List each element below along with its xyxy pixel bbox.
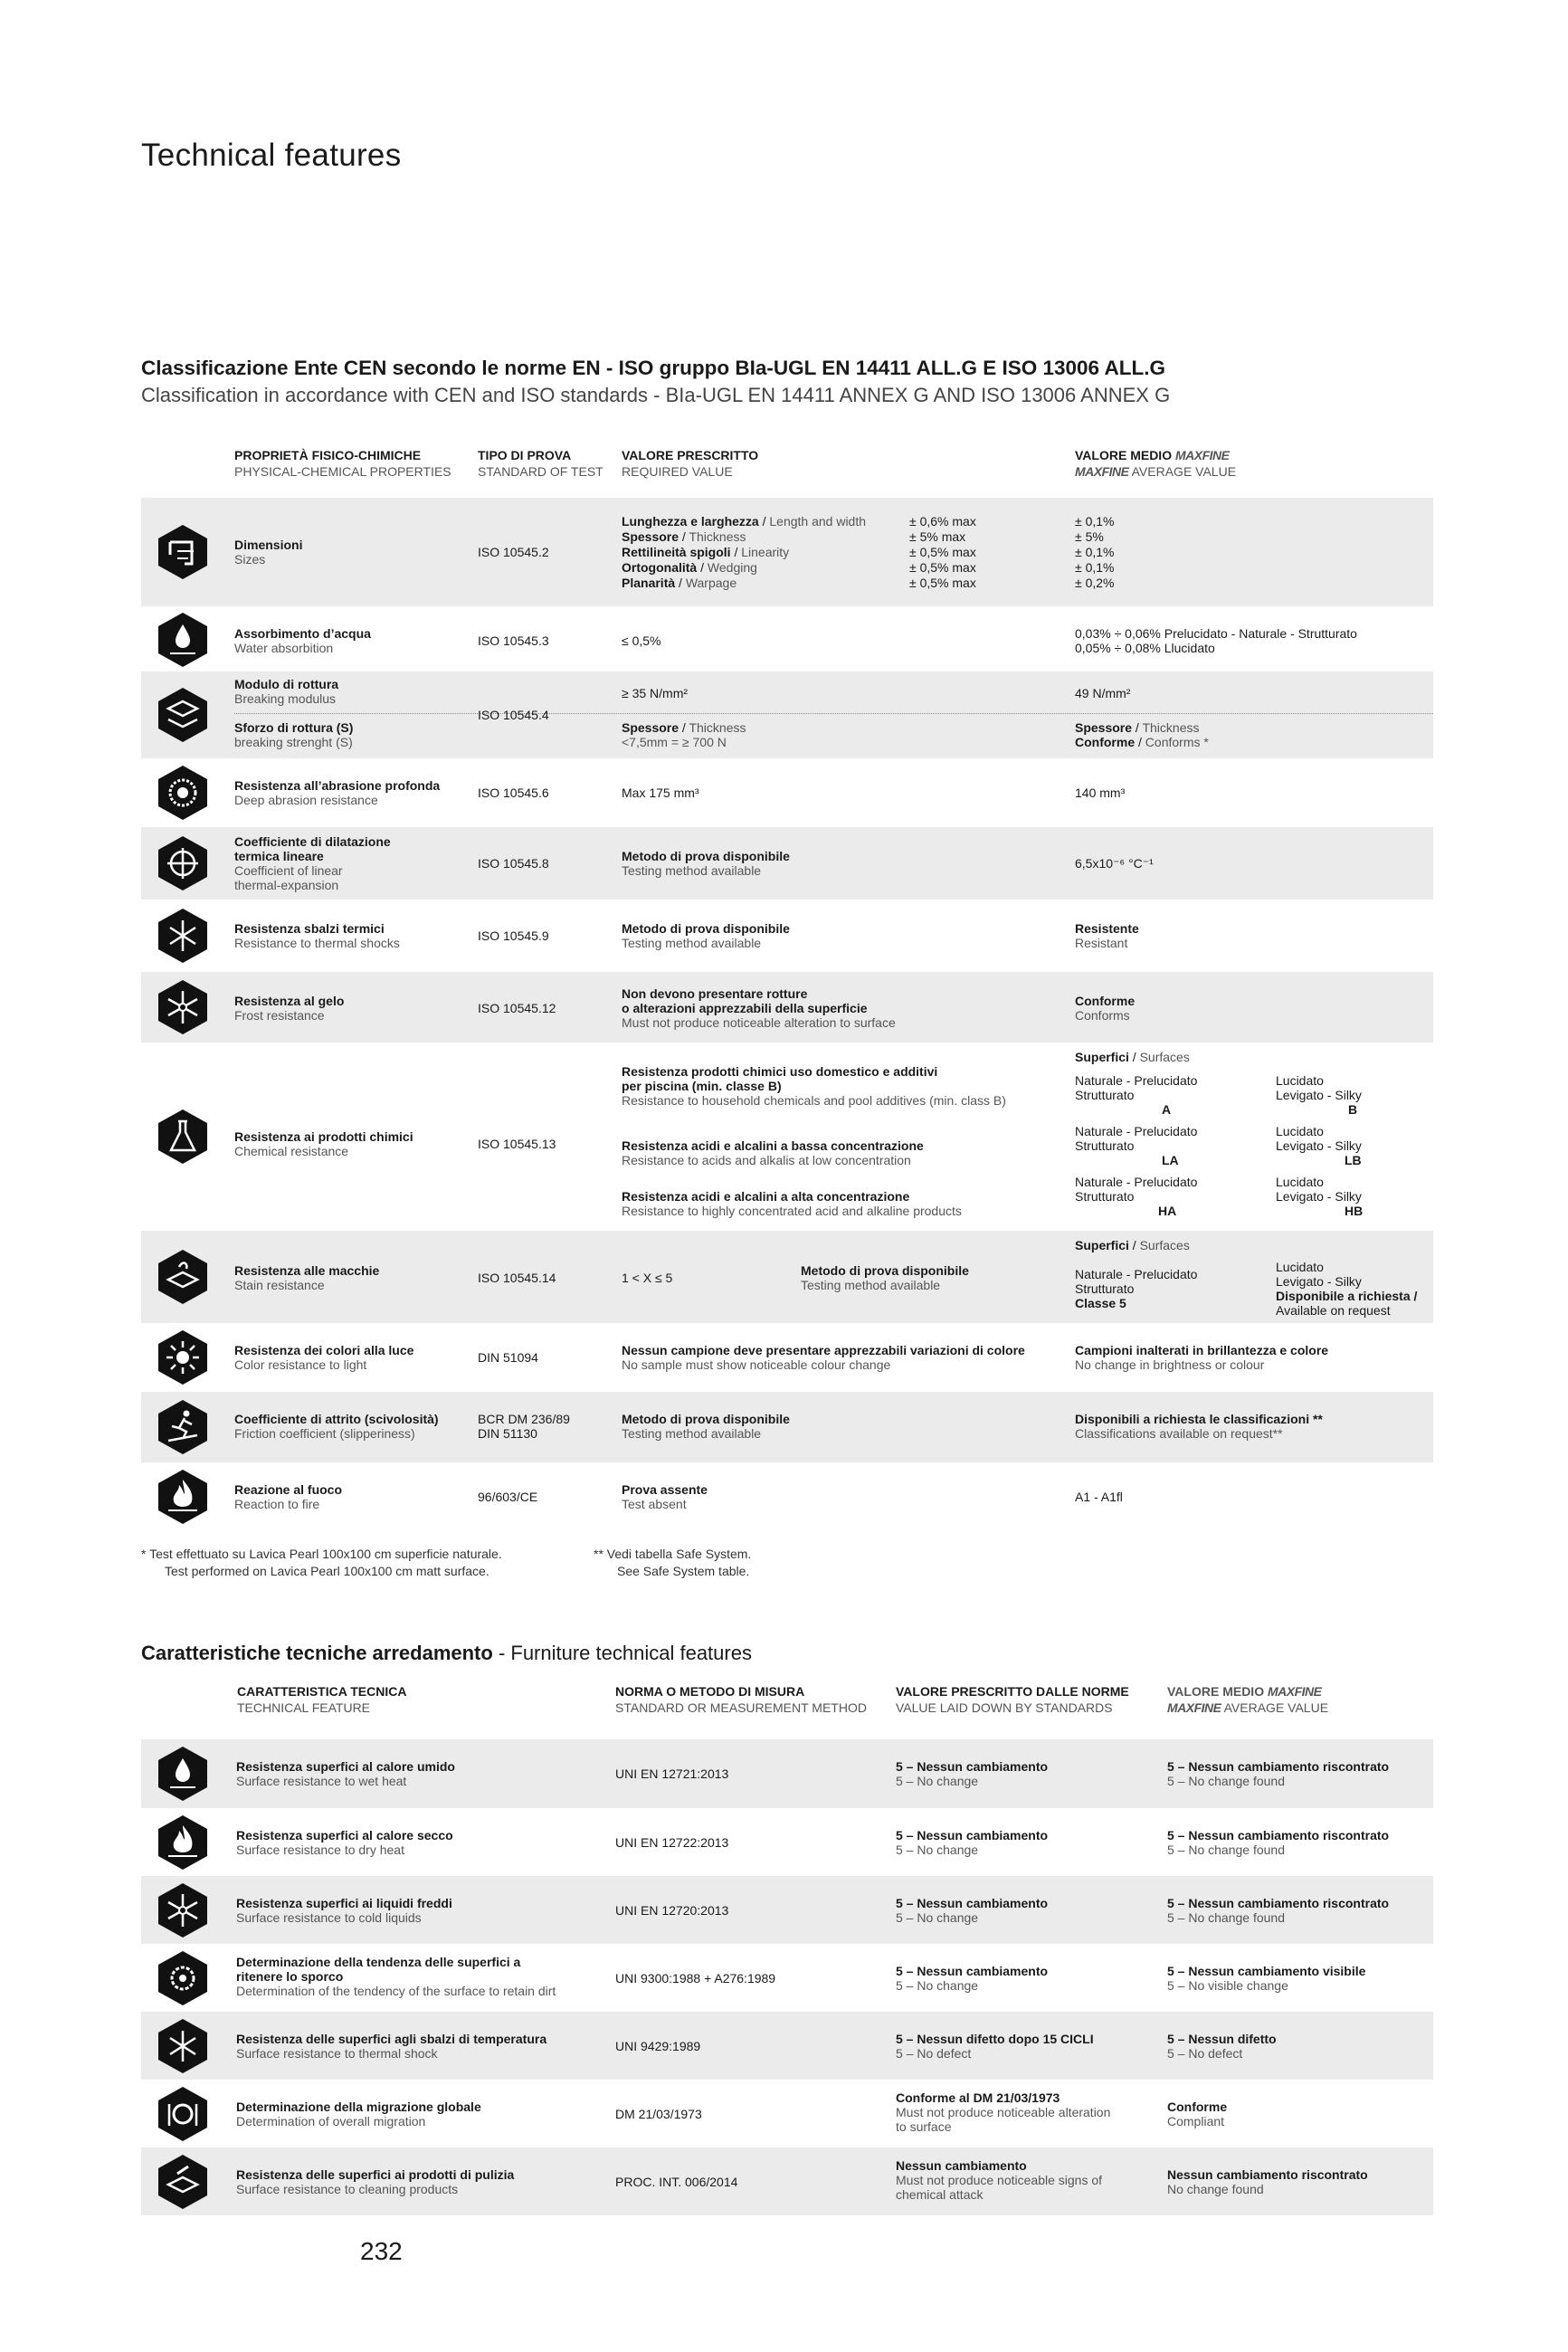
- thermal-expansion-icon: [157, 835, 208, 891]
- cleaning-icon: [157, 2154, 208, 2210]
- header-required: VALORE PRESCRITTO REQUIRED VALUE: [622, 448, 759, 479]
- surface-left: Naturale - Prelucidato Strutturato LA: [1075, 1124, 1198, 1167]
- surface-right: Lucidato Levigato - Silky HB: [1276, 1175, 1364, 1218]
- average-value: 49 N/mm²: [1075, 686, 1131, 700]
- table-row: [141, 498, 1433, 606]
- page-title: Technical features: [141, 138, 402, 173]
- average-value: ± 0,1% ± 5% ± 0,1% ± 0,1% ± 0,2%: [1075, 514, 1115, 590]
- required-value: Resistenza acidi e alcalini a alta concentrazione Resistance to highly concentrated acid and alkaline products: [622, 1189, 962, 1218]
- surface-right: Lucidato Levigato - Silky LB: [1276, 1124, 1362, 1167]
- dry-heat-icon: [157, 1814, 208, 1871]
- maxfine-logo: MAXFINE: [1267, 1684, 1322, 1699]
- dimensions-icon: [157, 524, 208, 580]
- average-value: 140 mm³: [1075, 786, 1126, 800]
- average-value: 5 – Nessun cambiamento riscontrato 5 – No change found: [1167, 1759, 1390, 1788]
- table-row: [141, 2080, 1433, 2147]
- feature-name: Resistenza superfici al calore secco Surface resistance to dry heat: [236, 1828, 453, 1857]
- stain-icon: [157, 1249, 208, 1305]
- table-row: [141, 1944, 1433, 2012]
- property-name: Dimensioni Sizes: [234, 538, 303, 567]
- sun-icon: [157, 1329, 208, 1385]
- test-standard: ISO 10545.13: [478, 1137, 556, 1151]
- surfaces-label: Superfici / Surfaces: [1075, 1238, 1190, 1252]
- table-row: [141, 1462, 1433, 1531]
- water-drop-icon: [157, 612, 208, 668]
- footnote-1: * Test effettuato su Lavica Pearl 100x100 cm superficie naturale. Test performed on Lavica Pearl 100x100 cm matt surface.: [141, 1547, 502, 1578]
- feature-name: Resistenza superfici ai liquidi freddi Surface resistance to cold liquids: [236, 1896, 452, 1925]
- property-name: Resistenza all’abrasione profonda Deep abrasion resistance: [234, 778, 441, 807]
- test-standard: ISO 10545.6: [478, 786, 549, 800]
- test-standard: ISO 10545.14: [478, 1271, 556, 1285]
- header-average: VALORE MEDIO MAXFINE MAXFINE AVERAGE VALUE: [1167, 1684, 1329, 1715]
- average-value: Spessore / Thickness Conforme / Conforms *: [1075, 720, 1209, 749]
- required-value: 5 – Nessun cambiamento 5 – No change: [896, 1759, 1049, 1788]
- property-name: Assorbimento d’acqua Water absorbition: [234, 626, 371, 655]
- required-value: Resistenza acidi e alcalini a bassa concentrazione Resistance to acids and alkalis at low concentration: [622, 1138, 924, 1167]
- required-value: Metodo di prova disponibile Testing method available: [622, 1412, 790, 1441]
- section1-subtitle: Classification in accordance with CEN and ISO standards - BIa-UGL EN 14411 ANNEX G AND ISO 13006 ANNEX G: [141, 384, 1171, 406]
- snowflake-icon: [157, 1882, 208, 1938]
- header-feature: CARATTERISTICA TECNICA TECHNICAL FEATURE: [237, 1684, 407, 1715]
- property-name: Resistenza al gelo Frost resistance: [234, 994, 345, 1023]
- feature-name: Resistenza superfici al calore umido Surface resistance to wet heat: [236, 1759, 455, 1788]
- footnote-2: ** Vedi tabella Safe System. See Safe System table.: [594, 1547, 752, 1578]
- maxfine-logo: MAXFINE: [1174, 448, 1230, 462]
- average-value: Campioni inalterati in brillantezza e colore No change in brightness or colour: [1075, 1343, 1329, 1372]
- table-row: [141, 1231, 1433, 1323]
- divider: [234, 713, 1433, 714]
- norm: UNI 9429:1989: [615, 2039, 701, 2053]
- breaking-icon: [157, 687, 208, 743]
- surface-left: Naturale - Prelucidato Strutturato Classe 5: [1075, 1267, 1198, 1310]
- test-standard: DIN 51094: [478, 1350, 538, 1365]
- header-properties: PROPRIETÀ FISICO-CHIMICHE PHYSICAL-CHEMICAL PROPERTIES: [234, 448, 451, 479]
- property-name: Sforzo di rottura (S) breaking strenght (S): [234, 720, 354, 749]
- feature-name: Determinazione della migrazione globale Determination of overall migration: [236, 2100, 481, 2128]
- test-standard: ISO 10545.4: [478, 708, 549, 722]
- test-standard: 96/603/CE: [478, 1490, 538, 1504]
- required-value: 5 – Nessun cambiamento 5 – No change: [896, 1964, 1049, 1993]
- required-value: Prova assente Test absent: [622, 1482, 708, 1511]
- average-value: Resistente Resistant: [1075, 921, 1139, 950]
- test-standard: ISO 10545.12: [478, 1001, 556, 1015]
- page-number: 232: [360, 2237, 403, 2265]
- feature-name: Determinazione della tendenza delle superfici a ritenere lo sporco Determination of the tendency of the surface to retain dirt: [236, 1955, 556, 1998]
- table-row: [141, 1876, 1433, 1944]
- table-physical-chemical: [141, 498, 1433, 1511]
- property-name: Reazione al fuoco Reaction to fire: [234, 1482, 343, 1511]
- header-required: VALORE PRESCRITTO DALLE NORME VALUE LAID DOWN BY STANDARDS: [896, 1684, 1129, 1715]
- table-furniture: [141, 1739, 1433, 2214]
- fire-icon: [157, 1469, 208, 1525]
- required-value: Metodo di prova disponibile Testing method available: [622, 849, 790, 878]
- test-standard: ISO 10545.8: [478, 856, 549, 871]
- required-value: Non devono presentare rotture o alterazioni apprezzabili della superficie Must not produce noticeable alteration to surface: [622, 986, 896, 1030]
- average-value: 0,03% ÷ 0,06% Prelucidato - Naturale - Strutturato 0,05% ÷ 0,08% Llucidato: [1075, 626, 1357, 655]
- table-row: [141, 1392, 1433, 1462]
- required-value: Spessore / Thickness <7,5mm = ≥ 700 N: [622, 720, 746, 749]
- average-value: 5 – Nessun cambiamento riscontrato 5 – No change found: [1167, 1828, 1390, 1857]
- thermal-shock-icon: [157, 908, 208, 964]
- test-standard: BCR DM 236/89 DIN 51130: [478, 1412, 570, 1441]
- table-row: [141, 972, 1433, 1043]
- table-row: [141, 900, 1433, 972]
- section2-title: Caratteristiche tecniche arredamento - Furniture technical features: [141, 1642, 752, 1664]
- maxfine-logo: MAXFINE: [1075, 464, 1129, 479]
- required-value: 5 – Nessun cambiamento 5 – No change: [896, 1896, 1049, 1925]
- average-value: 5 – Nessun difetto 5 – No defect: [1167, 2032, 1277, 2061]
- norm: UNI 9300:1988 + A276:1989: [615, 1971, 776, 1985]
- required-value: Lunghezza e larghezza / Length and width Spessore / Thickness Rettilineità spigoli / Linearity Ortogonalità / Wedging Planarità / Warpage: [622, 514, 867, 590]
- table-row: [141, 1323, 1433, 1392]
- surfaces-label: Superfici / Surfaces: [1075, 1050, 1190, 1064]
- dirt-icon: [157, 1950, 208, 2006]
- table-row: [141, 827, 1433, 900]
- norm: DM 21/03/1973: [615, 2107, 702, 2121]
- abrasion-icon: [157, 765, 208, 821]
- flask-icon: [157, 1109, 208, 1165]
- average-value: Conforme Conforms: [1075, 994, 1136, 1023]
- property-name: Resistenza alle macchie Stain resistance: [234, 1263, 380, 1292]
- table-row: [141, 671, 1433, 758]
- slip-icon: [157, 1399, 208, 1455]
- property-name: Resistenza ai prodotti chimici Chemical resistance: [234, 1129, 413, 1158]
- maxfine-logo: MAXFINE: [1167, 1700, 1221, 1715]
- header-test: TIPO DI PROVA STANDARD OF TEST: [478, 448, 603, 479]
- norm: UNI EN 12721:2013: [615, 1766, 729, 1781]
- table-row: [141, 758, 1433, 827]
- required-value: 5 – Nessun difetto dopo 15 CICLI 5 – No defect: [896, 2032, 1094, 2061]
- table-row: [141, 1739, 1433, 1808]
- surface-right: Lucidato Levigato - Silky B: [1276, 1073, 1362, 1117]
- table-row: [141, 1043, 1433, 1231]
- property-name: Coefficiente di attrito (scivolosità) Friction coefficient (slipperiness): [234, 1412, 439, 1441]
- header-norm: NORMA O METODO DI MISURA STANDARD OR MEASUREMENT METHOD: [615, 1684, 867, 1715]
- average-value: 6,5x10⁻⁶ °C⁻¹: [1075, 856, 1154, 871]
- required-value: Conforme al DM 21/03/1973 Must not produce noticeable alteration to surface: [896, 2090, 1111, 2134]
- test-standard: ISO 10545.9: [478, 928, 549, 943]
- test-standard: ISO 10545.3: [478, 633, 549, 648]
- feature-name: Resistenza delle superfici agli sbalzi di temperatura Surface resistance to thermal shock: [236, 2032, 547, 2061]
- required-value: Max 175 mm³: [622, 786, 699, 800]
- required-value: Nessun campione deve presentare apprezzabili variazioni di colore No sample must show noticeable colour change: [622, 1343, 1025, 1372]
- property-name: Resistenza sbalzi termici Resistance to thermal shocks: [234, 921, 400, 950]
- average-value: 5 – Nessun cambiamento riscontrato 5 – No change found: [1167, 1896, 1390, 1925]
- table-row: [141, 606, 1433, 671]
- average-value: Conforme Compliant: [1167, 2100, 1228, 2128]
- required-value: Resistenza prodotti chimici uso domestico e additivi per piscina (min. classe B) Resistance to household chemicals and pool additives (min. class B): [622, 1064, 1006, 1108]
- table-row: [141, 1808, 1433, 1876]
- required-value: ≤ 0,5%: [622, 633, 661, 648]
- wet-heat-icon: [157, 1746, 208, 1802]
- required-value: ≥ 35 N/mm²: [622, 686, 689, 700]
- snowflake-icon: [157, 979, 208, 1035]
- required-tolerance: ± 0,6% max ± 5% max ± 0,5% max ± 0,5% max ± 0,5% max: [909, 514, 976, 590]
- required-value: 1 < X ≤ 5: [622, 1271, 673, 1285]
- average-value: 5 – Nessun cambiamento visibile 5 – No visible change: [1167, 1964, 1366, 1993]
- test-standard: ISO 10545.2: [478, 545, 549, 559]
- header-average: VALORE MEDIO MAXFINE MAXFINE AVERAGE VALUE: [1075, 448, 1237, 479]
- plate-cutlery-icon: [157, 2086, 208, 2142]
- thermal-shock-icon: [157, 2018, 208, 2074]
- required-value: Metodo di prova disponibile Testing method available: [801, 1263, 969, 1292]
- required-value: Metodo di prova disponibile Testing method available: [622, 921, 790, 950]
- norm: PROC. INT. 006/2014: [615, 2175, 738, 2189]
- norm: UNI EN 12720:2013: [615, 1903, 729, 1918]
- surface-left: Naturale - Prelucidato Strutturato HA: [1075, 1175, 1198, 1218]
- norm: UNI EN 12722:2013: [615, 1835, 729, 1850]
- property-name: Modulo di rottura Breaking modulus: [234, 677, 339, 706]
- surface-left: Naturale - Prelucidato Strutturato A: [1075, 1073, 1198, 1117]
- required-value: Nessun cambiamento Must not produce noticeable signs of chemical attack: [896, 2158, 1103, 2202]
- table-row: [141, 2012, 1433, 2080]
- property-name: Coefficiente di dilatazione termica lineare Coefficient of linear thermal-expansion: [234, 834, 391, 892]
- table-row: [141, 2147, 1433, 2215]
- average-value: Nessun cambiamento riscontrato No change found: [1167, 2167, 1368, 2196]
- average-value: Disponibili a richiesta le classificazioni ** Classifications available on request**: [1075, 1412, 1323, 1441]
- required-value: 5 – Nessun cambiamento 5 – No change: [896, 1828, 1049, 1857]
- section1-title: Classificazione Ente CEN secondo le norme EN - ISO gruppo BIa-UGL EN 14411 ALL.G E ISO 13006 ALL.G: [141, 357, 1165, 379]
- average-value: A1 - A1fl: [1075, 1490, 1123, 1504]
- property-name: Resistenza dei colori alla luce Color resistance to light: [234, 1343, 414, 1372]
- feature-name: Resistenza delle superfici ai prodotti di pulizia Surface resistance to cleaning products: [236, 2167, 515, 2196]
- surface-right: Lucidato Levigato - Silky Disponibile a richiesta / Available on request: [1276, 1260, 1418, 1318]
